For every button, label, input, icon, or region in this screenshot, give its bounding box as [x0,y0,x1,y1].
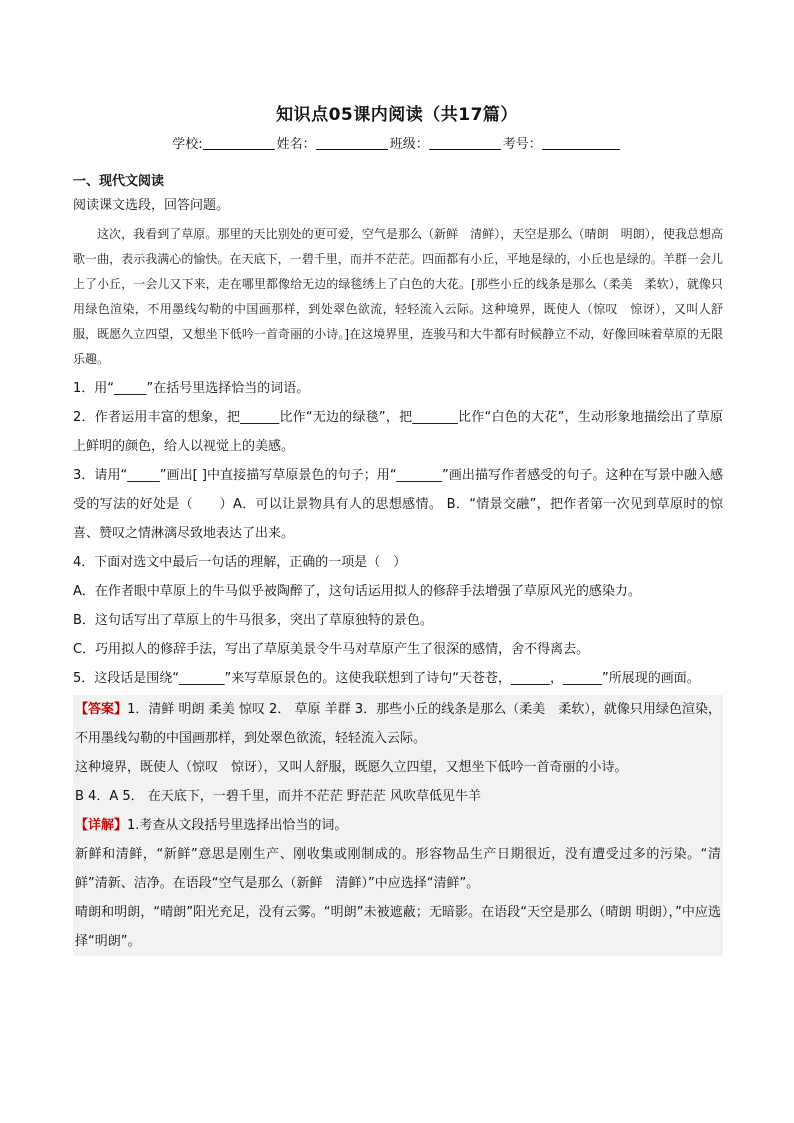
name-label: 姓名： [276,137,316,152]
answer-text-1: 1．清鲜 明朗 柔美 惊叹 2． 草原 羊群 3．那些小丘的线条是那么（柔美 柔软），就像只用绿色渲染，不用墨线勾勒的中国画那样，到处翠色欲流，轻轻流入云际。 [75,702,721,746]
answer-line-3: B 4．A 5． 在天底下，一碧千里，而并不茫茫 野茫茫 风吹草低见牛羊 [75,789,482,804]
instruction: 阅读课文选段，回答问题。 [73,198,230,213]
option-c: C．巧用拟人的修辞手法，写出了草原美景令牛马对草原产生了很深的感情，舍不得离去。 [73,642,590,657]
answer-tag: 【答案】 [75,702,128,717]
class-label: 班级： [389,137,429,152]
section-heading: 一、现代文阅读 [73,174,165,189]
exam-no-blank [542,137,620,150]
detail-intro-line [75,811,721,840]
student-info-line [0,133,794,152]
option-b: B．这句话写出了草原上的牛马很多，突出了草原独特的景色。 [73,613,433,628]
class-blank [429,137,501,150]
detail-tag: 【详解】 [75,818,128,833]
question-5: 5．这段话是围绕“_______”来写草原景色的。这使我联想到了诗句“天苍苍，______，______”所展现的画面。 [73,671,700,686]
school-label: 学校: [172,137,203,152]
question-2: 2．作者运用丰富的想象，把______比作“无边的绿毯”，把_______比作“白色的大花”，生动形象地描绘出了草原上鲜明的颜色，给人以视觉上的美感。 [73,410,723,454]
question-4: 4．下面对选文中最后一句话的理解，正确的一项是（ ） [73,555,407,570]
detail-line-1: 新鲜和清鲜，“新鲜”意思是刚生产、刚收集或刚制成的。形容物品生产日期很近，没有遭受过多的污染。“清鲜”清新、洁净。在语段“空气是那么（新鲜 清鲜）”中应选择“清鲜”。 [75,847,721,891]
detail-intro: 1.考查从文段括号里选择出恰当的词。 [127,818,348,833]
question-3: 3．请用“_____”画出[ ]中直接描写草原景色的句子；用“_______”画出描写作者感受的句子。这种在写景中融入感受的写法的好处是（ ）A．可以让景物具有人的思想感情。 B．“情景交融”，把作者第一次见到草原时的惊喜、赞叹之情淋漓尽致地表达了出来。 [73,468,723,541]
name-blank [316,137,388,150]
answer-line-1 [75,695,721,753]
question-1: 1．用“_____”在括号里选择恰当的词语。 [73,381,310,396]
exam-no-label: 考号： [502,137,542,152]
detail-line-2: 晴朗和明朗，“晴朗”阳光充足，没有云雾。“明朗”未被遮蔽；无暗影。在语段“天空是那么（晴朗 明朗），”中应选择“明朗”。 [75,905,721,949]
school-blank [203,137,275,150]
answer-block [73,695,723,956]
reading-passage: 这次，我看到了草原。那里的天比别处的更可爱，空气是那么（新鲜 清鲜），天空是那么（晴朗 明朗），使我总想高歌一曲，表示我满心的愉快。在天底下，一碧千里，而并不茫茫。四面都有小丘，平地是绿的，小丘也是绿的。羊群一会儿上了小丘，一会儿又下来，走在哪里都像给无边的绿毯绣上了白色的大花。[那些小丘的线条是那么（柔美 柔软），就像只用绿色渲染，不用墨线勾勒的中国画那样，到处翠色欲流，轻轻流入云际。这种境界，既使人（惊叹 惊讶），又叫人舒服，既愿久立四望，又想坐下低吟一首奇丽的小诗。]在这境界里，连骏马和大牛都有时候静立不动，好像回味着草原的无限乐趣。 [73,227,723,366]
main-content [73,172,723,956]
page-title: 知识点05课内阅读（共17篇） [276,105,518,125]
answer-line-2: 这种境界，既使人（惊叹 惊讶），又叫人舒服，既愿久立四望，又想坐下低吟一首奇丽的小诗。 [75,760,628,775]
option-a: A．在作者眼中草原上的牛马似乎被陶醉了，这句话运用拟人的修辞手法增强了草原风光的感染力。 [73,584,641,599]
